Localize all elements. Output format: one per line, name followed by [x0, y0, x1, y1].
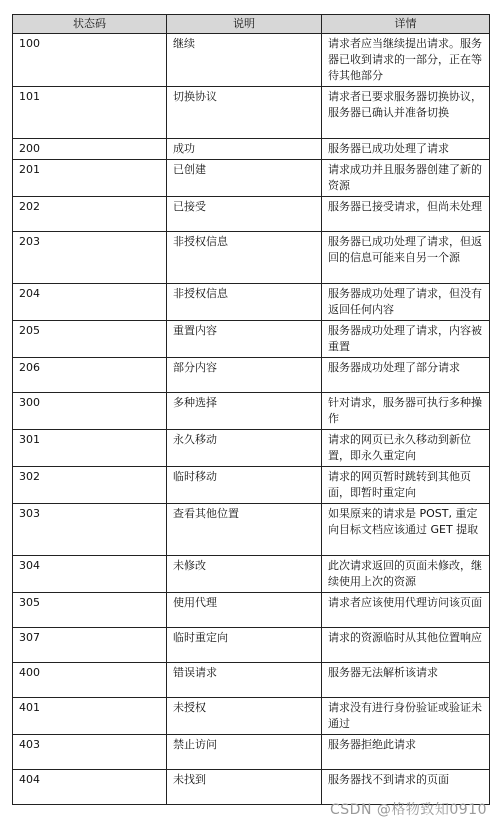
status-code-cell: 200	[13, 139, 167, 160]
detail-cell: 请求的资源临时从其他位置响应	[322, 628, 490, 663]
table-row	[13, 467, 490, 504]
description-cell: 非授权信息	[167, 284, 322, 321]
detail-cell: 请求的网页已永久移动到新位置，即永久重定向	[322, 430, 490, 467]
status-code-cell: 304	[13, 556, 167, 593]
table-row	[13, 139, 490, 160]
detail-cell: 请求没有进行身份验证或验证未通过	[322, 698, 490, 735]
table-row	[13, 430, 490, 467]
description-cell: 已接受	[167, 197, 322, 232]
description-cell: 临时移动	[167, 467, 322, 504]
status-code-cell: 206	[13, 358, 167, 393]
status-code-cell: 403	[13, 735, 167, 770]
header-detail: 详情	[322, 15, 490, 34]
detail-cell: 请求成功并且服务器创建了新的资源	[322, 160, 490, 197]
status-code-cell: 204	[13, 284, 167, 321]
status-code-cell: 100	[13, 34, 167, 87]
status-code-cell: 203	[13, 232, 167, 284]
description-cell: 临时重定向	[167, 628, 322, 663]
detail-cell: 请求者应该使用代理访问该页面	[322, 593, 490, 628]
status-code-cell: 404	[13, 770, 167, 805]
detail-cell: 服务器成功处理了请求，内容被重置	[322, 321, 490, 358]
description-cell: 查看其他位置	[167, 504, 322, 556]
description-cell: 部分内容	[167, 358, 322, 393]
table-row	[13, 593, 490, 628]
table-row	[13, 504, 490, 556]
table-row	[13, 232, 490, 284]
detail-cell: 服务器成功处理了请求，但没有返回任何内容	[322, 284, 490, 321]
status-code-cell: 302	[13, 467, 167, 504]
table-row	[13, 34, 490, 87]
detail-cell: 针对请求，服务器可执行多种操作	[322, 393, 490, 430]
table-row	[13, 556, 490, 593]
table-row	[13, 160, 490, 197]
detail-cell: 请求者应当继续提出请求。服务器已收到请求的一部分，正在等待其他部分	[322, 34, 490, 87]
description-cell: 错误请求	[167, 663, 322, 698]
status-code-cell: 101	[13, 87, 167, 139]
table-row	[13, 321, 490, 358]
description-cell: 已创建	[167, 160, 322, 197]
table-row	[13, 735, 490, 770]
table-body	[13, 34, 490, 805]
detail-cell: 如果原来的请求是 POST, 重定向目标文档应该通过 GET 提取	[322, 504, 490, 556]
table-row	[13, 87, 490, 139]
table-row	[13, 628, 490, 663]
description-cell: 未找到	[167, 770, 322, 805]
detail-cell: 服务器无法解析该请求	[322, 663, 490, 698]
description-cell: 永久移动	[167, 430, 322, 467]
description-cell: 未修改	[167, 556, 322, 593]
detail-cell: 服务器拒绝此请求	[322, 735, 490, 770]
description-cell: 多种选择	[167, 393, 322, 430]
detail-cell: 服务器已成功处理了请求	[322, 139, 490, 160]
detail-cell: 服务器已接受请求，但尚未处理	[322, 197, 490, 232]
csdn-watermark: CSDN @格物致知0910	[330, 802, 487, 818]
table-header-row	[13, 15, 490, 34]
status-code-cell: 201	[13, 160, 167, 197]
status-code-cell: 301	[13, 430, 167, 467]
table-row	[13, 197, 490, 232]
description-cell: 未授权	[167, 698, 322, 735]
table-row	[13, 698, 490, 735]
description-cell: 非授权信息	[167, 232, 322, 284]
http-status-table	[12, 14, 490, 805]
table-row	[13, 284, 490, 321]
description-cell: 禁止访问	[167, 735, 322, 770]
status-code-cell: 401	[13, 698, 167, 735]
status-code-cell: 400	[13, 663, 167, 698]
description-cell: 继续	[167, 34, 322, 87]
status-code-cell: 300	[13, 393, 167, 430]
table-row	[13, 663, 490, 698]
header-description: 说明	[167, 15, 322, 34]
detail-cell: 请求者已要求服务器切换协议，服务器已确认并准备切换	[322, 87, 490, 139]
header-status-code: 状态码	[13, 15, 167, 34]
table-row	[13, 358, 490, 393]
detail-cell: 服务器找不到请求的页面	[322, 770, 490, 805]
description-cell: 成功	[167, 139, 322, 160]
detail-cell: 此次请求返回的页面未修改，继续使用上次的资源	[322, 556, 490, 593]
status-code-cell: 205	[13, 321, 167, 358]
detail-cell: 请求的网页暂时跳转到其他页面，即暂时重定向	[322, 467, 490, 504]
table-row	[13, 393, 490, 430]
description-cell: 重置内容	[167, 321, 322, 358]
status-code-cell: 307	[13, 628, 167, 663]
description-cell: 切换协议	[167, 87, 322, 139]
detail-cell: 服务器成功处理了部分请求	[322, 358, 490, 393]
description-cell: 使用代理	[167, 593, 322, 628]
detail-cell: 服务器已成功处理了请求，但返回的信息可能来自另一个源	[322, 232, 490, 284]
status-code-cell: 202	[13, 197, 167, 232]
status-code-cell: 305	[13, 593, 167, 628]
status-code-cell: 303	[13, 504, 167, 556]
